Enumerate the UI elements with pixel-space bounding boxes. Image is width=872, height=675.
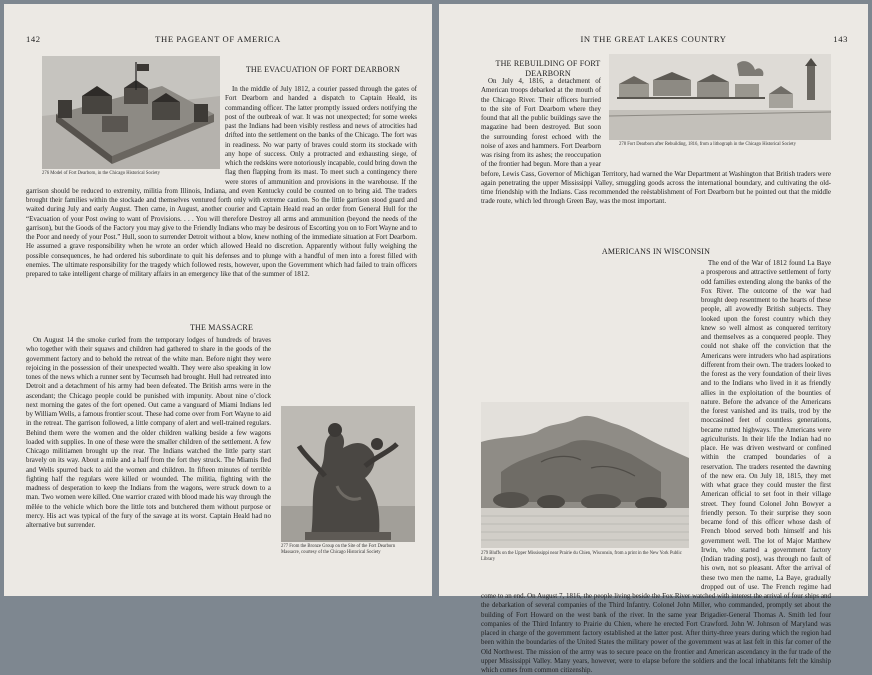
right-page xyxy=(439,4,868,674)
evacuation-text: In the middle of July 1812, a courier passed through the gates of Fort Dearborn and handed a dispatch to Captain Heald, its commanding officer. The latter promptly issued orders notifying the post of the outbreak of war. It was not unexpected; for some weeks past the Indians had been visibly restless and news of atrocities had drifted into the settlement on the banks of the Chicago. The fort was in readiness. No war party of braves could storm its stockade with any hope of success. Only a protracted and exhausting siege, of which the redskins were notoriously incapable, could bring down the flag then flapping from its mast. To meet such a contingency there were stores of ammunition and provisions in the warehouse. If the garrison should be reduced to extremity, militia from Illinois, Indiana, and even Kentucky could be counted on to bring aid. The traders brought their families within the stockade and themselves ventured forth only with extreme caution. So the little garrison stood guard and waited during July and early August. Then came, in August, another courier and Captain Heald read an order from General Hull for the “Evacuation of your Post owing to want of Provisions. . . . You will therefore Destroy all arms and ammunition (beyond the needs of the garrison), but the Goods of the Factory you may give to the Friendly Indians who may be desirous of Escorting you on to Fort Wayne and to the Poor and needy of your Post.” Hull, soon to surrender Detroit without a blow, knew nothing of the immediate situation at Fort Dearborn. He assumed a grave responsibility when he wrote an order which allowed Heald no discretion. Apparently without fully weighing the possible consequences, he had ordered his subordinate to quit his defenses and to plunge with a handful of men into a forest filled with enemies. The ultimate responsibility for the tragedy which followed rests, however, upon the Government which had failed to train officers prepared to take intelligent charge of military affairs in an emergency like that of the summer of 1812. xyxy=(26,85,417,278)
evacuation-paragraph xyxy=(26,85,417,321)
left-page xyxy=(4,4,432,596)
page-number: 142 xyxy=(26,34,41,44)
bronze-group-figure xyxy=(281,406,415,542)
bluffs-figure xyxy=(481,402,689,548)
figure-276-caption: 276 Model of Fort Dearborn, in the Chicago Historical Society xyxy=(42,171,160,176)
wisconsin-text: The end of the War of 1812 found La Baye a prosperous and attractive settlement of forty odd families extending along the banks of the Fox River. The outcome of the war had brought deep resentment to the hearts of these people, all avowedly British subjects. They looked upon the forest country which they knew so well almost as conquered territory and themselves as a conquered people. They could not shake off the conviction that the Americans were intruders who had aspirations different from their own. The traders looked to the forest as the very foundation of their lives and to the Indians who lived in it as friendly allies in the exploitation of the bounties of nature. Before the advance of the Americans the forest vanished and its trails, trod by the moccasined feet of countless generations, became rutted highways. The Americans were agriculturists. In their life the Indian had no place. He was driven westward or confined within the cramped boundaries of a reservation. The traders resented the dawning of the new era. On July 18, 1815, they met with what grace they could muster the first American official to set foot in their village street. They found Colonel John Bowyer a friendly person. To their surprise they soon became fond of this officer whose dash of French blood served both himself and his government well. The lot of Major Matthew Irwin, who started a government factory (Indian trading post), was through no fault of his own, not so pleasant. After the arrival of these two men the name, La Baye, gradually dropped out of use. The French regime had come to an end. On August 7, 1816, the people living beside the Fox River watched with interest the arrival of four ships and the debarkation of several companies of the Third Infantry. Colonel John Miller, who commanded, promptly set about the building of Fort Howard on the west bank of the river. In the same year Brigadier-General Thomas A. Smith led four companies of the Third Infantry to Prairie du Chien, where he erected Fort Crawford. John W. Johnson of Maryland was placed in charge of the government factory established at the latter post. After thirty-three years during which the region had been within the boundaries of the United States the military power of the government was at last felt in this far corner of the Old Northwest. The mission of the army was to secure peace on the frontier and American ascendancy in the fur trade of the upper Mississippi Valley. Many years, however, were to elapse before the soldiers and the local inhabitants felt the kinship which comes from common citizenship. xyxy=(481,259,831,674)
page-number: 143 xyxy=(833,34,848,44)
rebuilding-heading: THE REBUILDING OF FORT DEARBORN xyxy=(495,59,601,78)
figure-276-wrap xyxy=(26,85,225,179)
figure-277-caption: 277 From the Bronze Group on the Site of the Fort Dearborn Massacre, courtesy of the Chicago Historical Society xyxy=(281,544,396,555)
running-head: THE PAGEANT OF AMERICA xyxy=(155,34,281,44)
running-header xyxy=(4,34,432,48)
figure-278-wrap xyxy=(605,77,831,169)
bluffs-illustration xyxy=(481,402,689,548)
running-header xyxy=(439,34,868,48)
running-head: IN THE GREAT LAKES COUNTRY xyxy=(580,34,727,44)
evacuation-heading: THE EVACUATION OF FORT DEARBORN xyxy=(245,65,401,74)
massacre-text: On August 14 the smoke curled from the temporary lodges of hundreds of braves who together with their squaws and children had gathered to share in the goods of the government factory and to behold the retreat of the white man. Before night they were rejoicing in the possession of their unexpected wealth. They were also speaking in low tones of the news which a runner sent by Tecumseh had brought. Hull had retreated into Detroit and a detachment of his army had been defeated. The British arms were in the ascendant; the Chicago people could be punished with impunity. About nine o’clock next morning the gates of the fort opened. Out came a vanguard of Miami Indians led by William Wells, a famous frontier scout. These had come over from Fort Wayne to aid in the retreat. The garrison followed, a little company of alert and well-trained regulars. Behind them were the women and the older children walking beside a few wagons loaded with supplies. In one of these were the smaller children of the settlement. A few Chicago militiamen brought up the rear. The Indians watched the little party start bravely on its way. About a mile and a half from the fort they struck. The Miamis fled and Wells spurred back to aid the women and children. In fifteen minutes of terrible fighting half the regulars were killed or wounded. The militia, fighting with the madness of desperation to keep the Indians from the wagons, were struck down to a man. Two women were killed. One warrior crazed with blood made his way through the mêlée to the vehicle which bore the little tots and butchered them without purpose or mercy. His act was typical of the fury of the savage at its worst. Captain Heald had no alternative but surrender. xyxy=(26,336,271,529)
figure-279-caption: 279 Bluffs on the Upper Mississippi near Prairie du Chien, Wisconsin, from a print in the New York Public Library xyxy=(481,551,682,562)
bronze-group-illustration xyxy=(281,406,415,542)
rebuilding-paragraph xyxy=(481,77,831,243)
figure-278-caption: 278 Fort Dearborn after Rebuilding, 1816, from a lithograph in the Chicago Historical Society xyxy=(619,142,796,147)
wisconsin-heading: AMERICANS IN WISCONSIN xyxy=(601,247,711,256)
massacre-heading: THE MASSACRE xyxy=(189,323,254,332)
rebuilding-text: On July 4, 1816, a detachment of American troops debarked at the mouth of the Chicago River. Their officers hurried to the site of Fort Dearborn where they found that all the public buildings save the magazine had been destroyed. But soon the surrounding forest echoed with the noise of axes and hammers. Fort Dearborn was rising from its ashes; the reoccupation of the frontier had begun. More than a year before, Lewis Cass, Governor of Michigan Territory, had warned the War Department at Washington that British traders were again penetrating the upper Mississippi Valley, smuggling goods across the international boundary, and cultivating the old-time friendship with the Indians. Cass recommended the reëstablishment of Fort Dearborn but he pointed out that the middle trade route, which led through Green Bay, was the most important. xyxy=(481,77,831,206)
